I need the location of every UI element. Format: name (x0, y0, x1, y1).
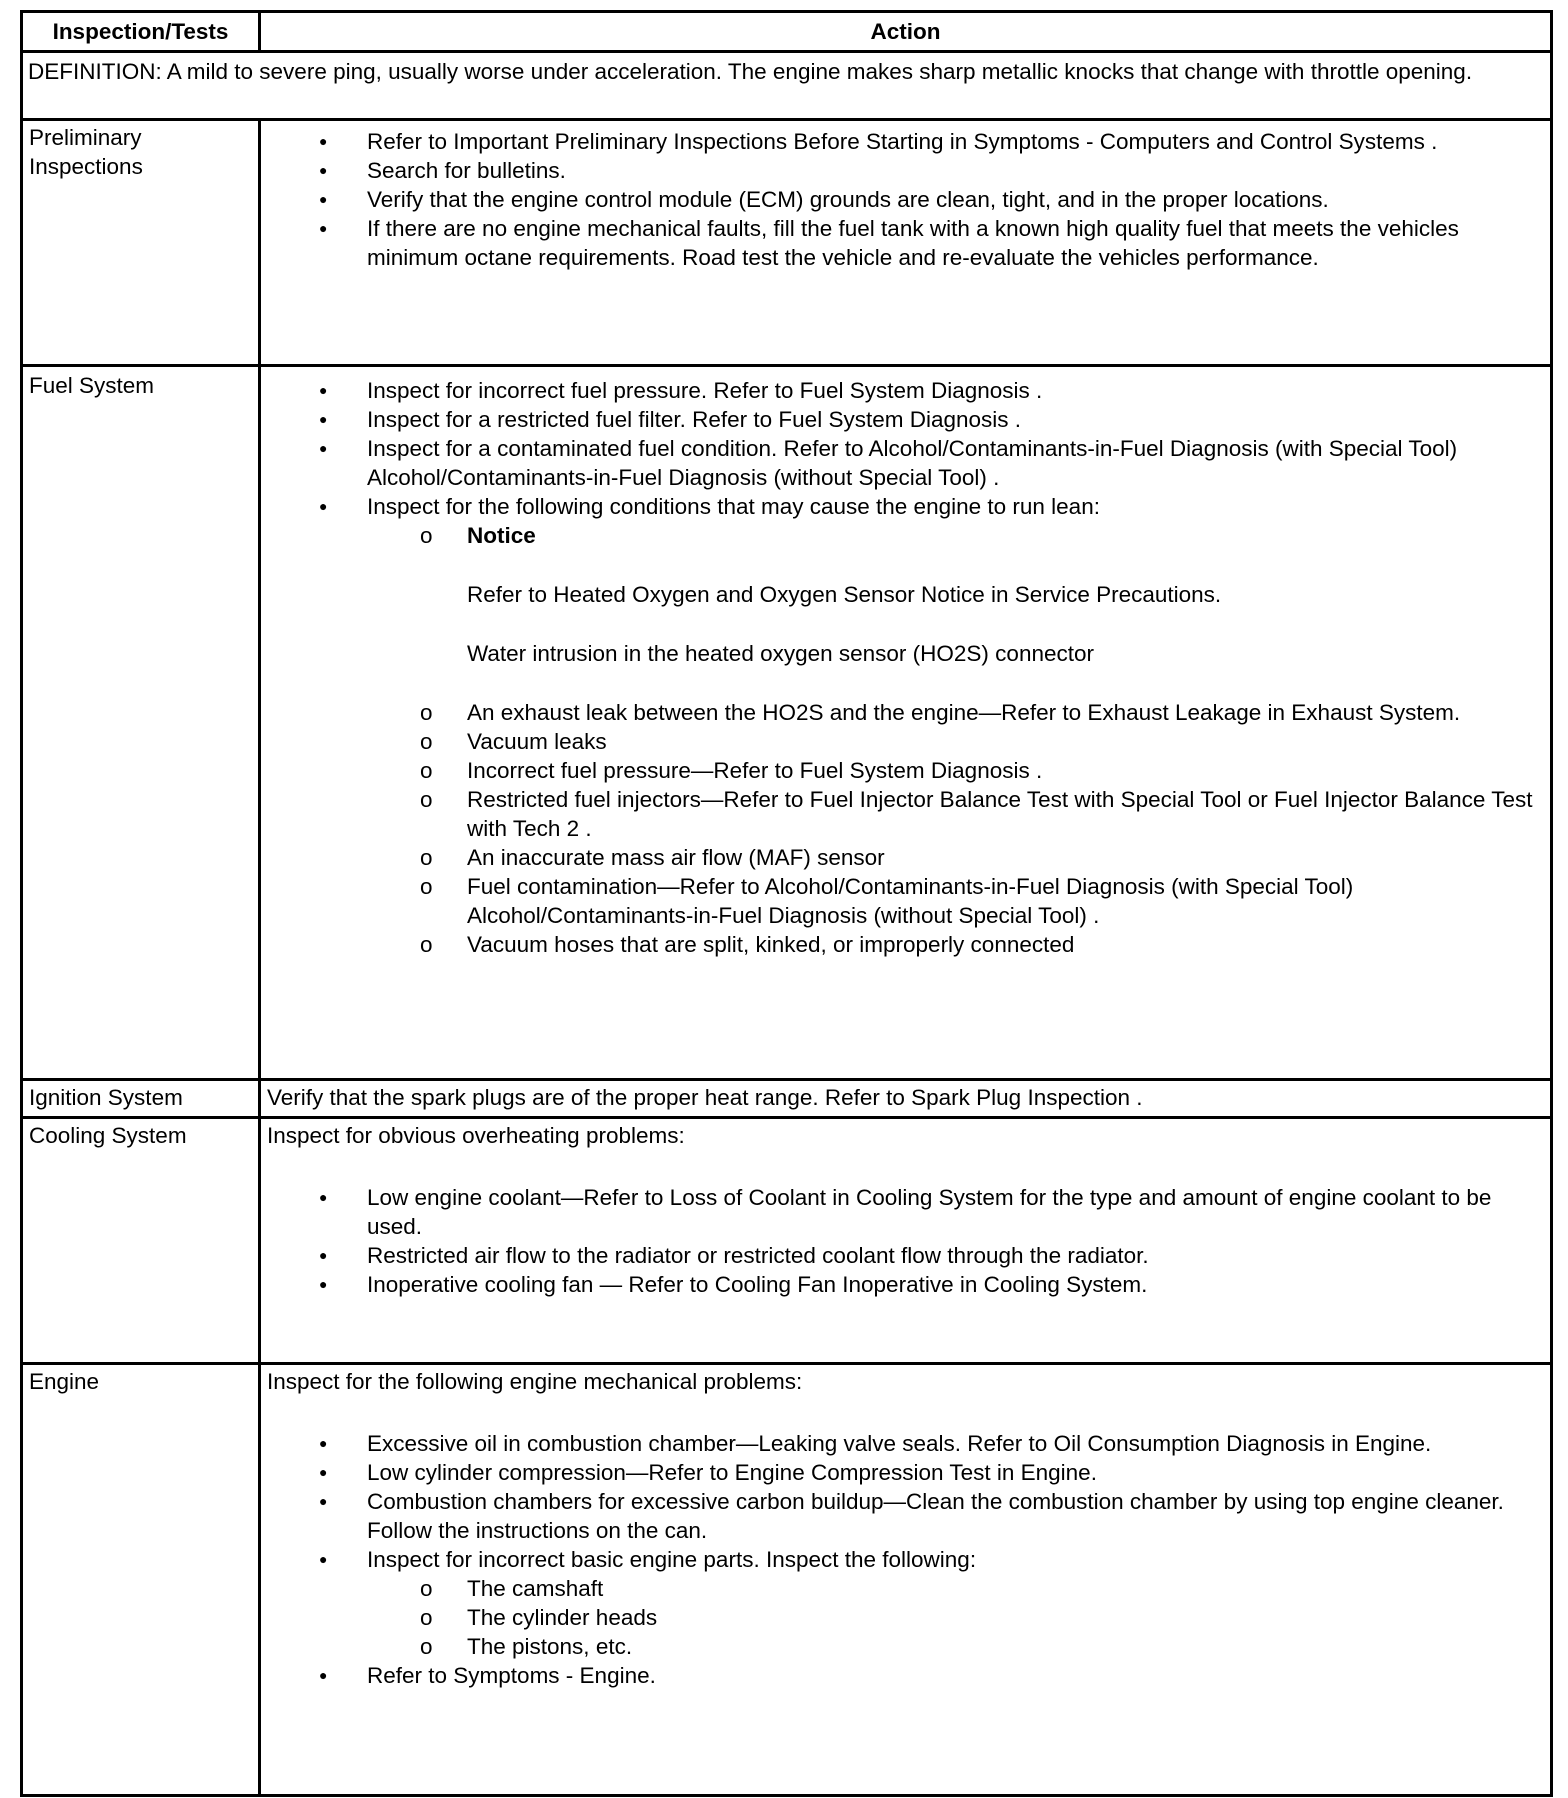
diagnostic-table (20, 10, 1553, 1797)
list-item: ● Inspect for a restricted fuel filter. Refer to Fuel System Diagnosis . (267, 405, 1544, 434)
list-item: o Fuel contamination—Refer to Alcohol/Contaminants-in-Fuel Diagnosis (with Special Tool) Alcohol/Contaminants-in-Fuel Diagnosis (without Special Tool) . (267, 872, 1544, 930)
list-item: o Incorrect fuel pressure—Refer to Fuel System Diagnosis . (267, 756, 1544, 785)
engine-intro: Inspect for the following engine mechanical problems: (267, 1369, 803, 1394)
diagnostic-table-container (20, 10, 1550, 1797)
list-item: ● Inoperative cooling fan — Refer to Cooling Fan Inoperative in Cooling System. (267, 1270, 1544, 1299)
list-item: ● If there are no engine mechanical faults, fill the fuel tank with a known high quality fuel that meets the vehicles minimum octane requirements. Road test the vehicle and re-evaluate the vehicles performance. (267, 214, 1544, 272)
lean-conditions-list (367, 521, 1544, 959)
notice-item (267, 521, 1544, 698)
list-item: o The cylinder heads (267, 1603, 1544, 1632)
list-item: o The pistons, etc. (267, 1632, 1544, 1661)
list-item: ● Search for bulletins. (267, 156, 1544, 185)
header-action: Action (260, 12, 1552, 52)
row-fuel-system (22, 366, 1552, 1080)
list-item: ● Inspect for incorrect fuel pressure. Refer to Fuel System Diagnosis . (267, 376, 1544, 405)
list-item: ● Low engine coolant—Refer to Loss of Coolant in Cooling System for the type and amount of engine coolant to be used. (267, 1183, 1544, 1241)
header-inspection-tests: Inspection/Tests (22, 12, 260, 52)
list-item: ● Verify that the engine control module (ECM) grounds are clean, tight, and in the proper locations. (267, 185, 1544, 214)
list-item: o An exhaust leak between the HO2S and the engine—Refer to Exhaust Leakage in Exhaust System. (267, 698, 1544, 727)
list-item: ● Inspect for a contaminated fuel condition. Refer to Alcohol/Contaminants-in-Fuel Diagnosis (with Special Tool) Alcohol/Contaminants-in-Fuel Diagnosis (without Special Tool) . (267, 434, 1544, 492)
label-engine: Engine (22, 1364, 260, 1796)
list-item: o Vacuum leaks (267, 727, 1544, 756)
action-fuel-system (260, 366, 1552, 1080)
cooling-intro: Inspect for obvious overheating problems: (267, 1123, 685, 1148)
header-row (22, 12, 1552, 52)
list-item (267, 492, 1544, 959)
preliminary-list (267, 127, 1544, 272)
lean-conditions-intro: Inspect for the following conditions that may cause the engine to run lean: (367, 494, 1100, 519)
list-item: ● Refer to Important Preliminary Inspections Before Starting in Symptoms - Computers and Control Systems . (267, 127, 1544, 156)
list-item: ● Combustion chambers for excessive carbon buildup—Clean the combustion chamber by using top engine cleaner. Follow the instructions on the can. (267, 1487, 1544, 1545)
action-preliminary (260, 120, 1552, 366)
action-engine (260, 1364, 1552, 1796)
engine-parts-list (367, 1574, 1544, 1661)
row-preliminary (22, 120, 1552, 366)
definition-row (22, 52, 1552, 120)
label-ignition-system: Ignition System (22, 1080, 260, 1118)
list-item: ● Low cylinder compression—Refer to Engine Compression Test in Engine. (267, 1458, 1544, 1487)
row-ignition-system (22, 1080, 1552, 1118)
label-preliminary: Preliminary Inspections (22, 120, 260, 366)
row-engine (22, 1364, 1552, 1796)
engine-parts-intro: Inspect for incorrect basic engine parts. Inspect the following: (367, 1547, 977, 1572)
row-cooling-system (22, 1118, 1552, 1364)
list-item: ● Restricted air flow to the radiator or restricted coolant flow through the radiator. (267, 1241, 1544, 1270)
list-item: ● Excessive oil in combustion chamber—Leaking valve seals. Refer to Oil Consumption Diagnosis in Engine. (267, 1429, 1544, 1458)
engine-list (267, 1429, 1544, 1690)
action-cooling-system (260, 1118, 1552, 1364)
list-item: o An inaccurate mass air flow (MAF) sensor (267, 843, 1544, 872)
notice-water-intrusion: Water intrusion in the heated oxygen sensor (HO2S) connector (467, 641, 1094, 666)
definition-text: DEFINITION: A mild to severe ping, usually worse under acceleration. The engine makes sharp metallic knocks that change with throttle opening. (22, 52, 1552, 120)
action-ignition-system: Verify that the spark plugs are of the proper heat range. Refer to Spark Plug Inspection . (260, 1080, 1552, 1118)
list-item (267, 1545, 1544, 1661)
list-item: ● Refer to Symptoms - Engine. (267, 1661, 1544, 1690)
label-cooling-system: Cooling System (22, 1118, 260, 1364)
list-item: o Restricted fuel injectors—Refer to Fuel Injector Balance Test with Special Tool or Fuel Injector Balance Test with Tech 2 . (267, 785, 1544, 843)
list-item: o The camshaft (267, 1574, 1544, 1603)
cooling-list (267, 1183, 1544, 1299)
notice-title: o Notice (467, 523, 536, 548)
label-fuel-system: Fuel System (22, 366, 260, 1080)
fuel-list (267, 376, 1544, 959)
list-item: o Vacuum hoses that are split, kinked, or improperly connected (267, 930, 1544, 959)
notice-text: Refer to Heated Oxygen and Oxygen Sensor Notice in Service Precautions. (467, 582, 1222, 607)
